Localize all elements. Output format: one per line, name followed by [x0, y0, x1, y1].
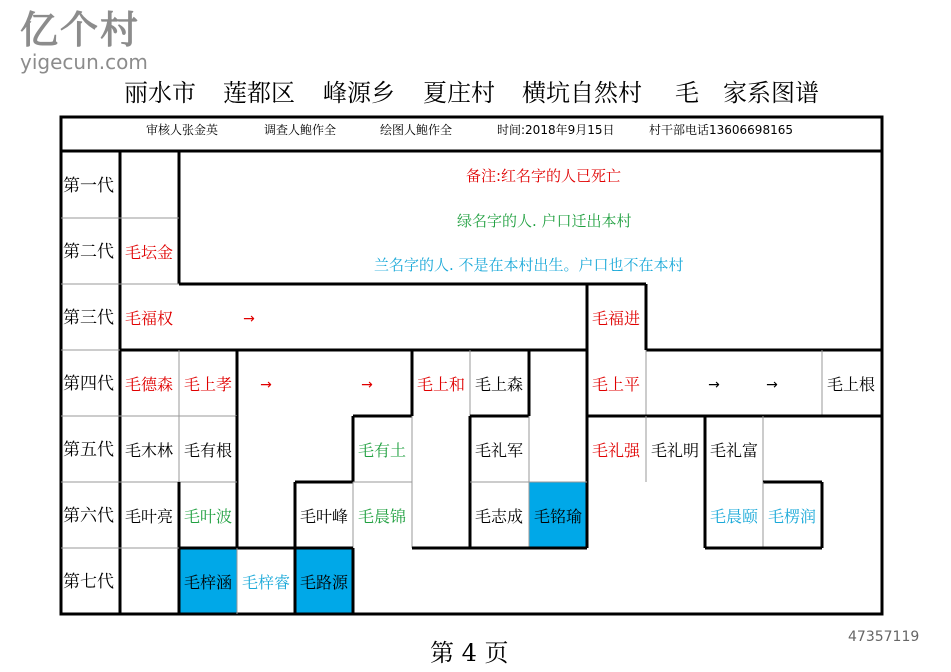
person-mao-zirui: 毛梓睿	[241, 573, 290, 592]
person-mao-lijun: 毛礼军	[474, 441, 523, 460]
person-mao-mingyu: 毛铭瑜	[533, 507, 582, 526]
image-id: 47357119	[848, 629, 920, 645]
person-mao-liqiang: 毛礼强	[591, 441, 640, 460]
generation-label-6: 第六代	[63, 506, 114, 526]
person-mao-liming: 毛礼明	[650, 441, 699, 460]
title-surname: 毛	[675, 79, 699, 107]
person-mao-yeliang: 毛叶亮	[124, 507, 173, 526]
person-mao-youtu: 毛有土	[357, 441, 406, 460]
info-phone: 村干部电话13606698165	[649, 123, 793, 137]
person-mao-yebo: 毛叶波	[183, 507, 232, 526]
person-mao-luyuan: 毛路源	[299, 573, 348, 592]
person-mao-fuquan: 毛福权	[124, 309, 173, 328]
person-mao-mulin: 毛木林	[124, 441, 173, 460]
generation-label-2: 第二代	[63, 242, 114, 262]
watermark-url: yigecun.com	[20, 50, 148, 74]
person-mao-fujin: 毛福进	[591, 309, 640, 328]
person-mao-shangxiao: 毛上孝	[183, 375, 232, 394]
note-moved-out: 绿名字的人. 户口迁出本村	[457, 212, 632, 230]
person-mao-chenyi: 毛晨颐	[709, 507, 758, 526]
person-mao-zhicheng: 毛志成	[474, 507, 523, 526]
page-number: 第 4 页	[430, 639, 509, 667]
person-mao-lifu: 毛礼富	[709, 441, 758, 460]
person-mao-chenjin: 毛晨锦	[357, 507, 406, 526]
note-dead: 备注:红名字的人已死亡	[466, 167, 622, 185]
title-district: 莲都区	[223, 79, 295, 107]
title-town: 峰源乡	[323, 79, 395, 107]
person-mao-yougen: 毛有根	[183, 441, 232, 460]
person-mao-yefeng: 毛叶峰	[299, 507, 348, 526]
info-drafter: 绘图人鲍作全	[380, 123, 453, 137]
arrow-right-icon: →	[260, 377, 272, 393]
generation-label-5: 第五代	[63, 440, 114, 460]
person-mao-lengrun: 毛楞润	[767, 507, 816, 526]
title-village: 夏庄村	[423, 79, 495, 107]
person-mao-tanjin: 毛坛金	[124, 243, 173, 262]
arrow-right-icon: →	[766, 377, 778, 393]
person-mao-shanggen: 毛上根	[826, 375, 875, 394]
info-reviewer: 审核人张金英	[146, 123, 219, 137]
watermark-brand: 亿个村	[20, 8, 141, 52]
arrow-right-icon: →	[361, 377, 373, 393]
arrow-right-icon: →	[243, 311, 255, 327]
generation-label-4: 第四代	[63, 374, 114, 394]
generation-label-7: 第七代	[63, 572, 114, 592]
person-mao-desen: 毛德森	[124, 375, 173, 394]
info-time: 时间:2018年9月15日	[497, 123, 615, 137]
generation-label-3: 第三代	[63, 308, 114, 328]
person-mao-shangping: 毛上平	[591, 375, 640, 394]
person-mao-shangsen: 毛上森	[474, 375, 523, 394]
generation-label-1: 第一代	[63, 176, 114, 196]
arrow-right-icon: →	[708, 377, 720, 393]
title-city: 丽水市	[124, 79, 196, 107]
info-investigator: 调查人鲍作全	[264, 123, 337, 137]
title-natural-village: 横坑自然村	[522, 79, 642, 107]
person-mao-shanghe: 毛上和	[416, 375, 465, 394]
note-outsider: 兰名字的人. 不是在本村出生。户口也不在本村	[374, 256, 684, 274]
title-suffix: 家系图谱	[723, 79, 819, 107]
person-mao-zihan: 毛梓涵	[183, 573, 232, 592]
